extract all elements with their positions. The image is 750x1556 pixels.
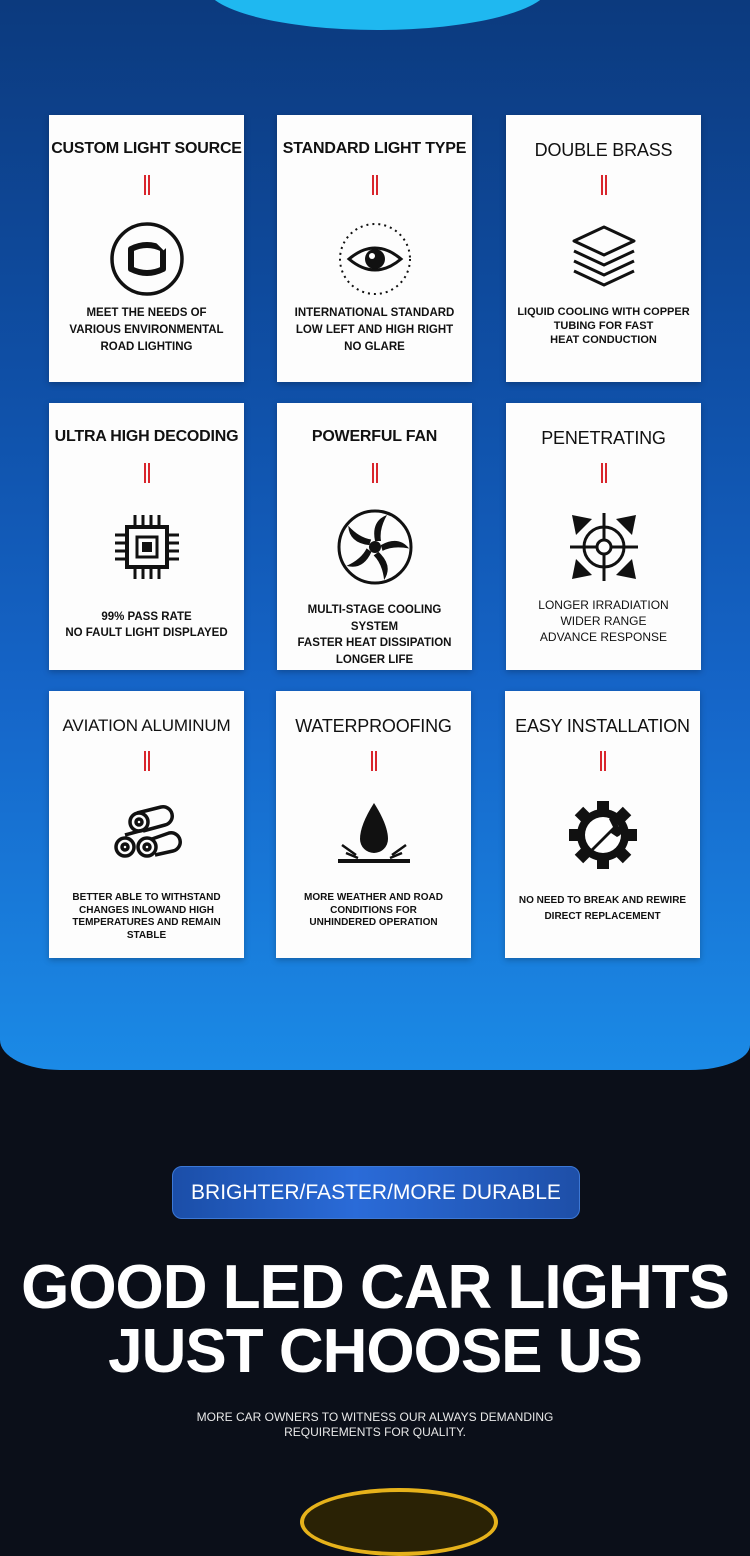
desc-line: TUBING FOR FAST [553, 320, 654, 332]
desc-line: MULTI-STAGE COOLING SYSTEM [307, 604, 442, 633]
water-drop-icon [334, 795, 414, 875]
red-divider [143, 175, 151, 195]
feature-title: STANDARD LIGHT TYPE [282, 140, 467, 157]
gear-wrench-icon [563, 795, 643, 875]
feature-title: POWERFUL FAN [311, 428, 438, 445]
desc-line: NO FAULT LIGHT DISPLAYED [65, 627, 228, 639]
red-divider [370, 751, 378, 771]
feature-title: DOUBLE BRASS [534, 140, 673, 160]
feature-card-waterproofing [276, 691, 471, 958]
subtext-line: REQUIREMENTS FOR QUALITY. [284, 1425, 466, 1439]
desc-line: LIQUID COOLING WITH COPPER [517, 306, 690, 318]
desc-line: NO NEED TO BREAK AND REWIRE [518, 895, 687, 906]
feature-description [283, 602, 466, 668]
desc-line: LONGER LIFE [335, 653, 414, 666]
feature-title: WATERPROOFING [295, 716, 452, 736]
feature-description [55, 892, 238, 942]
feature-card-easy-installation [505, 691, 700, 958]
aluminum-tubes-icon [107, 795, 187, 875]
feature-title: AVIATION ALUMINUM [62, 716, 231, 735]
feature-title: EASY INSTALLATION [515, 716, 690, 736]
red-divider [143, 463, 151, 483]
subtext [0, 1410, 750, 1440]
eye-icon [335, 219, 415, 299]
red-divider [371, 175, 379, 195]
feature-description [512, 597, 695, 645]
top-decorative-arc [205, 0, 550, 30]
desc-line: HEAT CONDUCTION [550, 334, 657, 346]
chip-icon [107, 507, 187, 587]
desc-line: WIDER RANGE [560, 614, 647, 628]
desc-line: NO GLARE [344, 341, 405, 353]
desc-line: BETTER ABLE TO WITHSTAND [72, 892, 221, 903]
feature-card-standard-light-type [277, 115, 472, 382]
feature-card-custom-light-source [49, 115, 244, 382]
feature-card-double-brass [506, 115, 701, 382]
feature-title: CUSTOM LIGHT SOURCE [51, 140, 242, 157]
desc-line: UNHINDERED OPERATION [309, 917, 438, 928]
desc-line: LONGER IRRADIATION [538, 598, 669, 612]
layers-icon [564, 219, 644, 299]
bottom-gold-arc [300, 1488, 498, 1556]
feature-title: PENETRATING [541, 428, 666, 448]
feature-card-ultra-high-decoding [49, 403, 244, 670]
red-divider [143, 751, 151, 771]
desc-line: MEET THE NEEDS OF [86, 307, 207, 319]
feature-description [55, 609, 238, 641]
desc-line: LOW LEFT AND HIGH RIGHT [295, 324, 454, 336]
desc-line: ROAD LIGHTING [100, 341, 193, 353]
feature-card-powerful-fan [277, 403, 472, 670]
desc-line: INTERNATIONAL STANDARD [294, 307, 455, 319]
subtext-line: MORE CAR OWNERS TO WITNESS OUR ALWAYS DEMANDING [196, 1410, 554, 1424]
feature-card-aviation-aluminum [49, 691, 244, 958]
ring-icon [107, 219, 187, 299]
desc-line: VARIOUS ENVIRONMENTAL [69, 324, 224, 336]
desc-line: DIRECT REPLACEMENT [544, 911, 661, 922]
desc-line: CONDITIONS FOR [330, 904, 417, 916]
feature-description [512, 305, 695, 347]
red-divider [600, 463, 608, 483]
desc-line: MORE WEATHER AND ROAD [304, 892, 443, 903]
desc-line: CHANGES INLOWAND HIGH [79, 904, 214, 916]
desc-line: ADVANCE RESPONSE [539, 630, 668, 644]
feature-description [511, 893, 694, 925]
desc-line: FASTER HEAT DISSIPATION [297, 637, 452, 649]
fan-icon [335, 507, 415, 587]
feature-title: ULTRA HIGH DECODING [54, 428, 239, 445]
feature-description [282, 892, 465, 930]
crosshair-icon [564, 507, 644, 587]
feature-description [283, 305, 466, 356]
red-divider [371, 463, 379, 483]
tagline-badge: BRIGHTER/FASTER/MORE DURABLE [172, 1166, 580, 1219]
headline-line-1: GOOD LED CAR LIGHTS [21, 1253, 729, 1322]
red-divider [600, 175, 608, 195]
red-divider [599, 751, 607, 771]
headline-line-2: JUST CHOOSE US [108, 1317, 642, 1386]
desc-line: 99% PASS RATE [101, 611, 192, 623]
feature-card-penetrating [506, 403, 701, 670]
feature-description [55, 305, 238, 356]
desc-line: TEMPERATURES AND REMAIN STABLE [72, 917, 221, 941]
